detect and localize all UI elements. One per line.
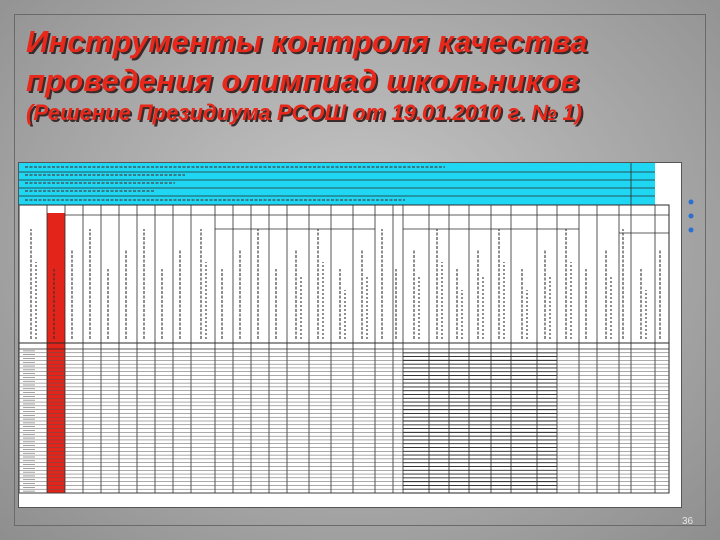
spreadsheet-image [18,162,682,508]
slide-title-line-1: Инструменты контроля качества [26,24,588,59]
spreadsheet-grid [19,163,681,507]
page-number: 36 [682,516,694,527]
header-band [19,163,655,205]
slide-subtitle: (Решение Президиума РСОШ от 19.01.2010 г. № 1) [26,100,583,125]
decorative-dots [687,196,695,236]
slide-title-line-2: проведения олимпиад школьников [26,63,580,98]
